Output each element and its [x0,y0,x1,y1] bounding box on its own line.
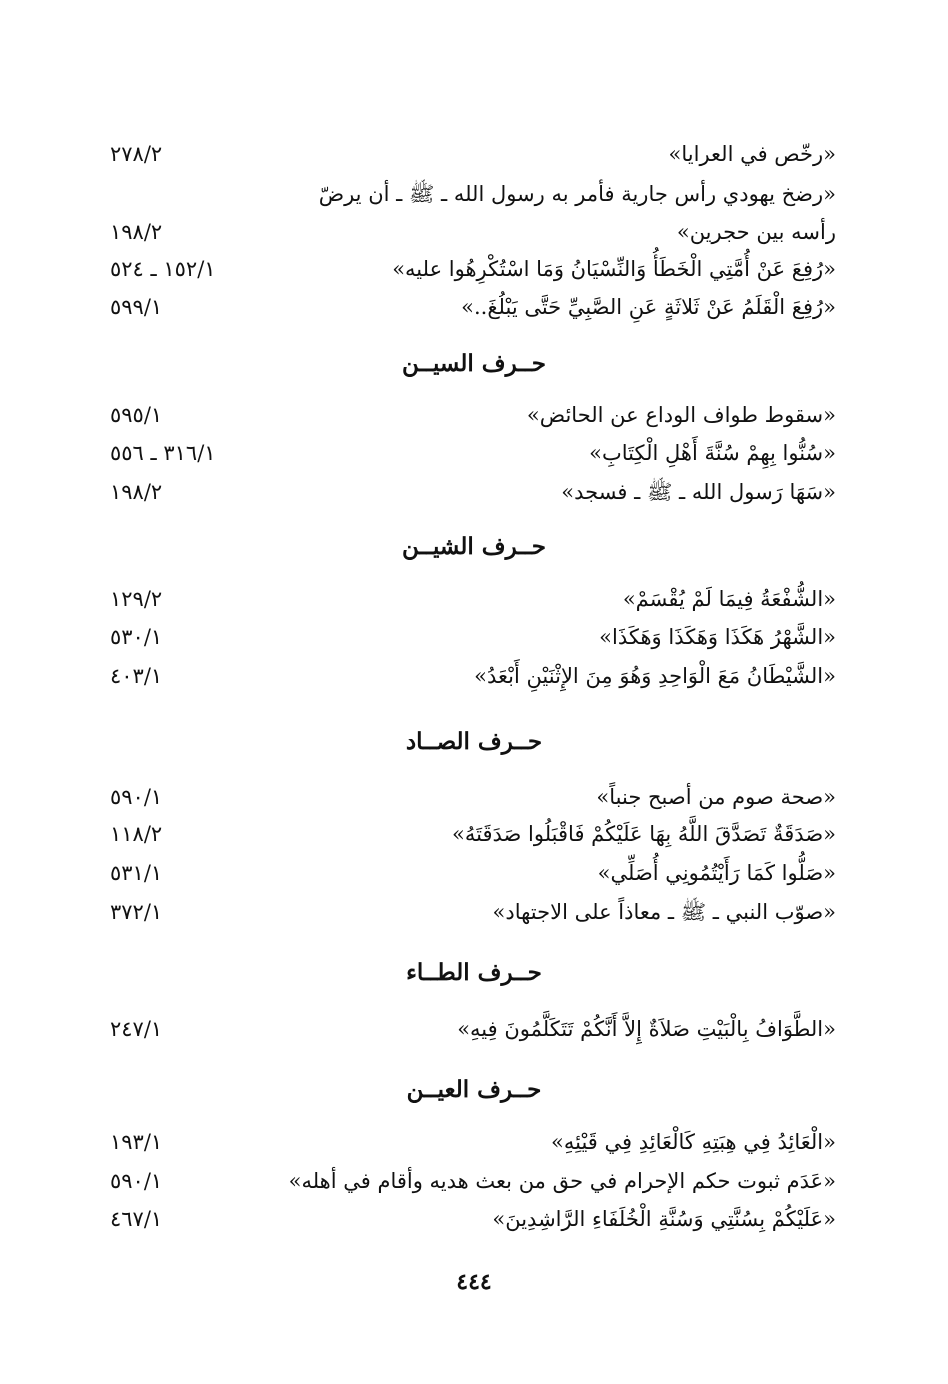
page-number: ٤٤٤ [456,1269,492,1295]
index-entry [110,249,836,289]
entry-text: «رضخ يهودي رأس جارية فأمر به رسول الله ـ ﷺ ـ أن يرضّ [318,182,836,206]
section-heading-ta: حــرف الطــاء [406,959,542,986]
entry-text: «صوّب النبي ـ ﷺ ـ معاذاً على الاجتهاد» [492,900,836,924]
section-heading-sin: حــرف السيــن [401,350,547,377]
entry-text: «عَدَم ثبوت حكم الإحرام في حق من بعث هديه وأقام في أهله» [288,1169,836,1193]
entry-reference: ١٩٨/٢ [110,480,163,504]
entry-reference: ١٥٢/١ ـ ٥٢٤ [110,257,216,281]
entry-reference: ٥٩٩/١ [110,295,163,319]
entry-text: «سَهَا رَسول الله ـ ﷺ ـ فسجد» [561,480,836,504]
entry-text: «الشَّيْطَانُ مَعَ الْوَاحِدِ وَهُوَ مِنَ الإِثْنَيْنِ أَبْعَدُ» [474,664,836,688]
entry-reference: ٣١٦/١ ـ ٥٥٦ [110,441,216,465]
index-entry [110,472,836,512]
index-entry [110,1122,836,1162]
entry-reference: ٥٣١/١ [110,861,163,885]
entry-text: «صَلُّوا كَمَا رَأَيْتُمُونِي أُصَلِّي» [597,861,836,885]
entry-reference: ١٩٨/٢ [110,220,163,244]
section-heading-shin: حــرف الشيــن [401,533,547,560]
entry-text: «صَدَقَةٌ تَصَدَّقَ اللَّهُ بِهَا عَلَيْكُمْ فَاقْبَلُوا صَدَقَتَهُ» [452,822,836,846]
entry-reference: ١٩٣/١ [110,1130,163,1154]
entry-reference: ٥٩٠/١ [110,785,163,809]
section-heading-sad: حــرف الصــاد [405,728,543,755]
entry-text: «سقوط طواف الوداع عن الحائض» [526,403,836,427]
entry-text: «الشُّفْعَةُ فِيمَا لَمْ يُقْسَمْ» [622,587,836,611]
entry-reference: ١١٨/٢ [110,822,163,846]
index-entry [110,656,836,696]
index-entry [110,617,836,657]
index-entry [110,212,836,252]
entry-reference: ٥٩٥/١ [110,403,163,427]
index-entry [110,1009,836,1049]
entry-reference: ٢٧٨/٢ [110,142,163,166]
entry-reference: ٥٣٠/١ [110,625,163,649]
entry-text: «رُفِعَ عَنْ أُمَّتِي الْخَطَأُ وَالنِّسْيَانُ وَمَا اسْتُكْرِهُوا عليه» [392,257,836,281]
entry-text: «رخّص في العرايا» [668,142,836,166]
entry-reference: ٢٤٧/١ [110,1017,163,1041]
index-entry [110,1161,836,1201]
index-entry [110,395,836,435]
entry-reference: ٣٧٢/١ [110,900,163,924]
entry-reference: ٤٠٣/١ [110,664,163,688]
index-entry [110,1199,836,1239]
entry-text: «رُفِعَ الْقَلَمُ عَنْ ثَلاثَةٍ عَنِ الصَّبِيِّ حَتَّى يَبْلُغَ..» [461,295,836,319]
section-heading-ayn: حــرف العيــن [406,1076,542,1103]
index-entry [110,134,836,174]
entry-reference: ١٢٩/٢ [110,587,163,611]
entry-text: «الْعَائِدُ فِي هِبَتِهِ كَالْعَائِدِ فِي قَيْئِهِ» [551,1130,836,1154]
entry-text: رأسه بين حجرين» [676,220,836,244]
index-entry [110,579,836,619]
entry-reference: ٥٩٠/١ [110,1169,163,1193]
entry-text: «الشَّهْرُ هَكَذَا وَهَكَذَا وَهَكَذَا» [599,625,836,649]
index-entry [110,777,836,817]
index-entry [110,174,836,214]
entry-text: «صحة صوم من أصبح جنباً» [596,785,836,809]
index-entry [110,892,836,932]
entry-text: «عَلَيْكُمْ بِسُنَّتِي وَسُنَّةِ الْخُلَفَاءِ الرَّاشِدِينَ» [492,1207,836,1231]
entry-text: «سُنُّوا بِهِمْ سُنَّةَ أَهْلِ الْكِتَابِ» [589,441,836,465]
index-entry [110,814,836,854]
entry-reference: ٤٦٧/١ [110,1207,163,1231]
entry-text: «الطَّوَافُ بِالْبَيْتِ صَلاَةٌ إِلاَّ أَنَّكُمْ تَتَكَلَّمُونَ فِيهِ» [457,1017,836,1041]
index-entry [110,853,836,893]
index-entry [110,287,836,327]
index-entry [110,433,836,473]
